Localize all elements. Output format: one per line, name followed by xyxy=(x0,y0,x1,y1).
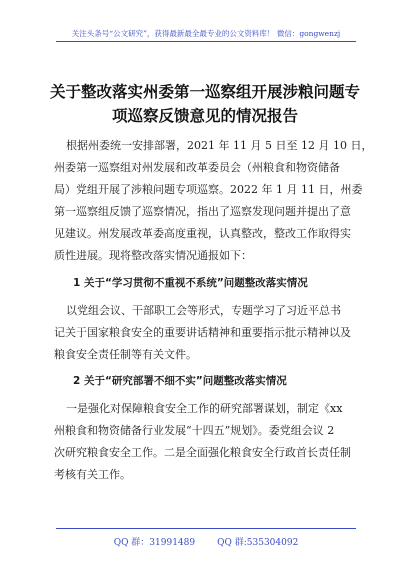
intro-line: 质性进展。现将整改落实情况通报如下： xyxy=(54,249,252,262)
title-line-2: 项巡察反馈意见的情况报告 xyxy=(111,106,298,125)
header-divider xyxy=(56,41,356,42)
footer-qq-group-2: QQ 群:535304092 xyxy=(217,538,299,548)
section-1-paragraph xyxy=(54,300,351,366)
section-1-line: 记关于国家粮食安全的重要讲话精神和重要指示批示精神以及 xyxy=(54,326,351,339)
section-1-heading: 1 关于“学习贯彻不重视不系统”问题整改落实情况 xyxy=(73,277,308,289)
section-2-paragraph xyxy=(54,398,351,486)
section-1-line: 粮食安全责任制等有关文件。 xyxy=(54,348,197,361)
footer-contacts xyxy=(56,535,356,548)
intro-line: 根据州委统一安排部署，2021 年 11 月 5 日至 12 月 10 日， xyxy=(66,139,373,152)
section-2-heading: 2 关于“研究部署不细不实”问题整改落实情况 xyxy=(73,375,287,387)
section-2-line: 次研究粮食安全工作。二是全面强化粮食安全行政首长责任制 xyxy=(54,446,351,459)
intro-paragraph xyxy=(54,135,373,267)
section-2-line: 一是强化对保障粮食安全工作的研究部署谋划，制定《xx xyxy=(66,402,343,415)
section-1-line: 以党组会议、干部职工会等形式，专题学习了习近平总书 xyxy=(66,304,341,317)
footer-divider xyxy=(56,528,356,529)
section-2-line: 考核有关工作。 xyxy=(54,468,131,481)
intro-line: 局）党组开展了涉粮问题专项巡察。2022 年 1 月 11 日，州委 xyxy=(54,183,363,196)
header-note: 关注头条号“公文研究”，获得最新最全最专业的公文资料库！ 微信：gongwenzj xyxy=(71,29,341,38)
footer-qq-group-1: QQ 群：31991489 xyxy=(113,538,196,548)
section-2-line: 州粮食和物资储备行业发展“十四五”规划》。委党组会议 2 xyxy=(54,424,335,437)
title-line-1: 关于整改落实州委第一巡察组开展涉粮问题专 xyxy=(49,82,360,101)
intro-line: 第一巡察组反馈了巡察情况，指出了巡察发现问题并提出了意 xyxy=(54,205,351,218)
intro-line: 州委第一巡察组对州发展和改革委员会（州粮食和物资储备 xyxy=(54,161,340,174)
intro-line: 见建议。州发展改革委高度重视，认真整改，整改工作取得实 xyxy=(54,227,351,240)
document-title xyxy=(45,80,365,128)
